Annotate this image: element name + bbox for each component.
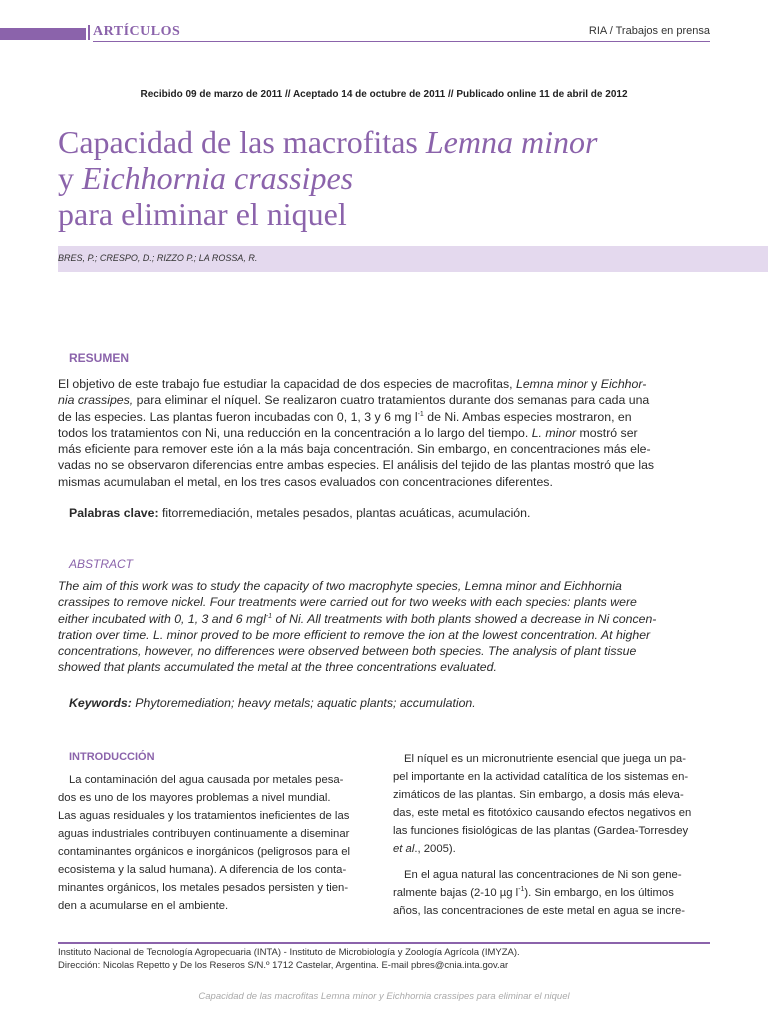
intro-line: zimáticos de las plantas. Sin embargo, a dosis más eleva- [393, 789, 684, 801]
resumen-body [58, 376, 710, 490]
resumen-line: todos los tratamientos con Ni, una reducción en la concentración a lo largo del tiempo. L. minor mostró ser [58, 425, 638, 440]
title-species-1: Lemna minor [425, 124, 598, 160]
footer-line-1: Instituto Nacional de Tecnología Agropecuaria (INTA) - Instituto de Microbiología y Zoología Agrícola (IMYZA). [58, 947, 520, 958]
intro-line: ralmente bajas (2-10 µg $l^{-1}$). Sin embargo, en los últimos [393, 886, 674, 899]
intro-line: dos es uno de los mayores problemas a nivel mundial. [58, 792, 331, 804]
intro-line: aguas industriales contribuyen continuamente a diseminar [58, 828, 350, 840]
header-accent-bar [0, 28, 86, 40]
article-title [58, 124, 738, 232]
intro-line: den a acumularse en el ambiente. [58, 900, 229, 912]
header-rule [93, 41, 710, 42]
abstract-line: crassipes to remove nickel. Four treatments were carried out for two weeks with each species: plants were [58, 595, 637, 610]
resumen-line: de las especies. Las plantas fueron incubadas con 0, 1, 3 y 6 mg $l^{-1}$ de Ni. Ambas especies mostraron, en [58, 409, 632, 424]
resumen-line: mismas acumulaban el metal, en los tres casos evaluados con concentraciones diferentes. [58, 474, 553, 489]
running-title: Capacidad de las macrofitas Lemna minor y Eichhornia crassipes para eliminar el niquel [198, 991, 570, 1002]
title-species-2: Eichhornia crassipes [82, 160, 354, 196]
intro-line: El níquel es un micronutriente esencial que juega un pa- [404, 753, 686, 765]
intro-line: contaminantes orgánicos e inorgánicos (peligrosos para el [58, 846, 351, 858]
header-accent-tick [88, 25, 90, 40]
intro-line: das, este metal es fitotóxico causando efectos negativos en [393, 807, 692, 819]
intro-line: ecosistema y la salud humana). A diferencia de los conta- [58, 864, 347, 876]
authors: BRES, P.; CRESPO, D.; RIZZO P.; LA ROSSA, R. [58, 253, 258, 263]
intro-line: et al., 2005). [393, 843, 456, 855]
intro-line: Las aguas residuales y los tratamientos ineficientes de las [58, 810, 350, 822]
title-part-2: y [58, 160, 82, 196]
footer-rule [58, 942, 710, 944]
introduccion-heading: INTRODUCCIÓN [69, 751, 155, 763]
footer-line-2: Dirección: Nicolas Repetto y De los Reseros S/N.º 1712 Castelar, Argentina. E-mail pbres@cnia.inta.gov.ar [58, 960, 509, 971]
journal-label: RIA / Trabajos en prensa [588, 25, 710, 37]
resumen-line: nia crassipes, para eliminar el níquel. Se realizaron cuatro tratamientos durante dos semanas para cada una [58, 393, 650, 408]
abstract-line: showed that plants accumulated the metal at the three concentrations evaluated. [58, 660, 497, 675]
resumen-heading: RESUMEN [69, 351, 130, 365]
palabras-clave: Palabras clave: fitorremediación, metales pesados, plantas acuáticas, acumulación. [69, 506, 531, 520]
title-part-3: para eliminar el niquel [58, 196, 347, 232]
intro-column-2 [393, 750, 710, 920]
footer-affiliation [58, 946, 520, 972]
intro-column-1 [58, 771, 375, 915]
keywords: Keywords: Phytoremediation; heavy metals; aquatic plants; accumulation. [69, 696, 476, 710]
abstract-line: tration over time. L. minor proved to be more efficient to remove the ion at the lowest concentration. At higher [58, 627, 651, 642]
intro-line: las funciones fisiológicas de las plantas (Gardea-Torresdey [393, 825, 689, 837]
abstract-line: either incubated with 0, 1, 3 and 6 mgl$^{-1}$ of Ni. All treatments with both plants showed a decrease in Ni concen- [58, 611, 657, 626]
intro-blank-line [393, 858, 710, 866]
intro-line: La contaminación del agua causada por metales pesa- [69, 774, 344, 786]
resumen-line: más eficiente para remover este ión a la más baja concentración. Sin embargo, en concentraciones más ele- [58, 442, 651, 457]
publication-dates: Recibido 09 de marzo de 2011 // Aceptado 14 de octubre de 2011 // Publicado online 11 de abril de 2012 [140, 89, 628, 100]
abstract-heading: ABSTRACT [69, 557, 134, 571]
abstract-line: concentrations, however, no differences were observed between both species. The analysis of plant tissue [58, 644, 637, 659]
intro-line: pel importante en la actividad catalítica de los sistemas en- [393, 771, 689, 783]
abstract-line: The aim of this work was to study the capacity of two macrophyte species, Lemna minor and Eichhornia [58, 579, 622, 593]
title-part-1: Capacidad de las macrofitas [58, 124, 426, 160]
resumen-line: El objetivo de este trabajo fue estudiar la capacidad de dos especies de macrofitas, Lemna minor y Eichhor- [58, 377, 647, 391]
intro-line: minantes orgánicos, los metales pesados persisten y tien- [58, 882, 349, 894]
section-label: ARTÍCULOS [93, 24, 181, 39]
resumen-line: vadas no se observaron diferencias entre ambas especies. El análisis del tejido de las plantas mostró que las [58, 458, 655, 473]
abstract-body [58, 578, 710, 676]
intro-line: años, las concentraciones de este metal en agua se incre- [393, 905, 686, 917]
intro-line: En el agua natural las concentraciones de Ni son gene- [404, 869, 682, 881]
